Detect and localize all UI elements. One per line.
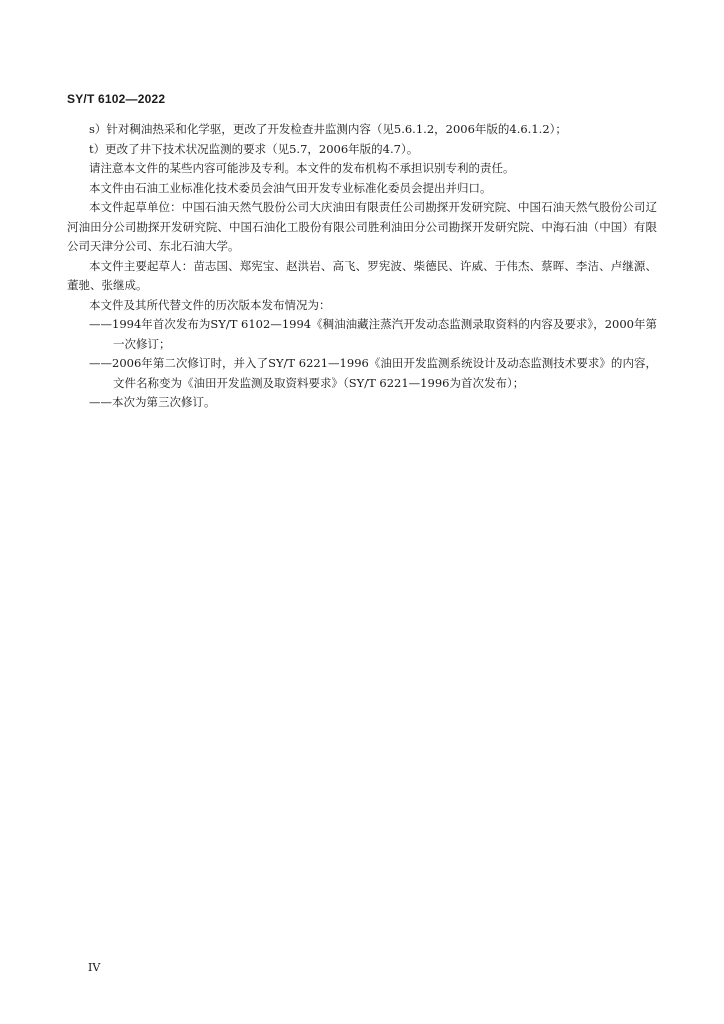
main-drafters: 本文件主要起草人：苗志国、郑宪宝、赵洪岩、高飞、罗宪波、柴德民、许威、于伟杰、蔡晖、李洁、卢继源、董驰、张继成。 (67, 258, 657, 292)
patent-notice: 请注意本文件的某些内容可能涉及专利。本文件的发布机构不承担识别专利的责任。 (89, 161, 515, 175)
history-item-current: ——本次为第三次修订。 (89, 395, 216, 409)
change-item-t: t）更改了井下技术状况监测的要求（见5.7，2006年版的4.7）。 (89, 141, 419, 156)
history-item-2006: ——2006年第二次修订时，并入了SY/T 6221—1996《油田开发监测系统设计及动态监测技术要求》的内容，文件名称变为《油田开发监测及取资料要求》（SY/T 6221—1996为首次发布）； (89, 356, 657, 390)
page-number: IV (88, 961, 101, 974)
proposer-statement: 本文件由石油工业标准化技术委员会油气田开发专业标准化委员会提出并归口。 (89, 180, 492, 195)
foreword-body (67, 120, 657, 413)
history-intro: 本文件及其所代替文件的历次版本发布情况为： (89, 297, 331, 312)
drafting-units: 本文件起草单位：中国石油天然气股份公司大庆油田有限责任公司勘探开发研究院、中国石油天然气股份公司辽河油田分公司勘探开发研究院、中国石油化工股份有限公司胜利油田分公司勘探开发研究院、中海石油（中国）有限公司天津分公司、东北石油大学。 (67, 200, 657, 253)
change-item-s: s）针对稠油热采和化学驱，更改了开发检查井监测内容（见5.6.1.2，2006年版的4.6.1.2）； (89, 122, 567, 136)
history-item-1994: ——1994年首次发布为SY/T 6102—1994《稠油油藏注蒸汽开发动态监测录取资料的内容及要求》，2000年第一次修订； (89, 317, 657, 351)
document-header: SY/T 6102—2022 (67, 92, 166, 106)
